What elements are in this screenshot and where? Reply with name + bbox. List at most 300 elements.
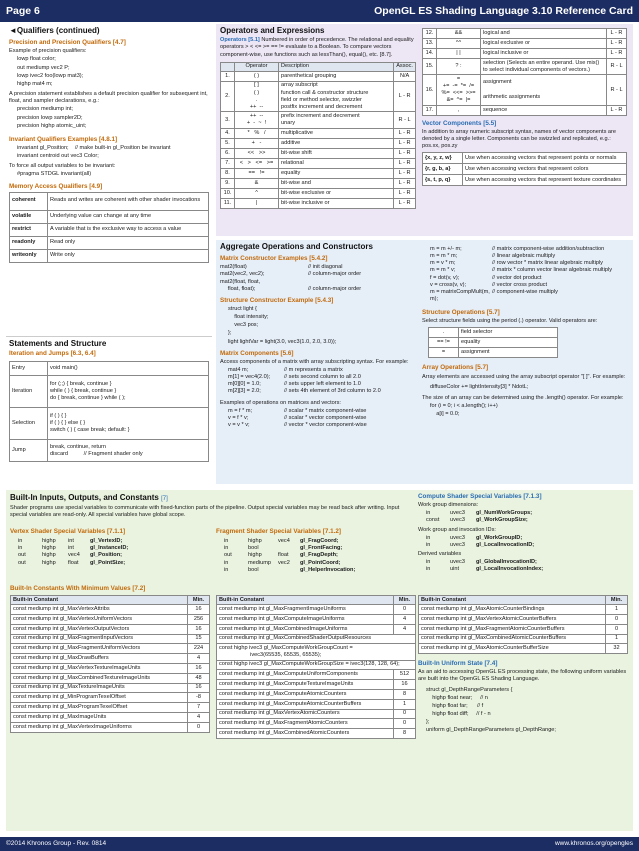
- uniform-state-heading: Built-In Uniform State [7.4]: [418, 660, 498, 668]
- table-cell: | |: [437, 49, 481, 59]
- table-cell: const mediump int gl_MaxFragmentInputVectors: [11, 634, 188, 644]
- uniform-state-code: [418, 687, 628, 735]
- aggregate-right-column: [422, 246, 627, 419]
- matrix-vector-ops: [422, 246, 627, 303]
- table-cell: R - L: [607, 75, 627, 106]
- table-cell: const mediump int gl_MaxFragmentAtomicCounterBuffers: [419, 624, 606, 634]
- table-header: Min.: [606, 596, 628, 605]
- table-cell: L - R: [607, 29, 627, 39]
- table-cell: 3.: [221, 112, 235, 128]
- variable-declaration: [216, 560, 416, 567]
- array-length-example: [422, 403, 627, 418]
- declaration-part: in: [18, 538, 23, 545]
- compute-derived-label: Derived variables: [418, 550, 462, 557]
- declaration-part: in: [426, 566, 431, 573]
- code-line: mat4 m;: [228, 366, 249, 373]
- table-row: [217, 670, 416, 680]
- table-cell: L - R: [394, 158, 416, 168]
- memory-qualifier-table: [9, 192, 209, 263]
- table-cell: const mediump int gl_MaxVertexImageUniforms: [11, 722, 188, 732]
- code-comment: // scalar * vector component-wise: [284, 414, 367, 421]
- table-cell: assignment: [459, 348, 558, 358]
- table-cell: L - R: [607, 49, 627, 59]
- code-comment: // vector * vector component-wise: [284, 422, 367, 429]
- code-line: mat2(float): [220, 264, 247, 271]
- table-header: Built-in Constant: [217, 596, 394, 605]
- table-cell: Read only: [48, 236, 209, 249]
- table-cell: const mediump int gl_MaxProgramTexelOffset: [11, 703, 188, 713]
- table-cell: 15.: [423, 59, 437, 75]
- declaration-part: gl_InstanceID;: [90, 545, 129, 552]
- declaration-part: out: [18, 552, 26, 559]
- code-comment: // vector dot product: [492, 274, 542, 281]
- fragment-variables-heading: Fragment Shader Special Variables [7.1.2]: [216, 528, 341, 535]
- constants-table-3: [418, 595, 628, 654]
- table-cell: const mediump int gl_MaxCombinedAtomicCounters: [217, 729, 394, 739]
- footer-copyright: ©2014 Khronos Group - Rev. 0814: [6, 840, 107, 847]
- declaration-part: vec4: [68, 552, 80, 559]
- table-cell: 10.: [221, 188, 235, 198]
- table-row: [10, 249, 209, 262]
- table-cell: ++ -- + - ~ !: [235, 112, 279, 128]
- table-header: Description: [279, 62, 394, 71]
- table-cell: Reads and writes are coherent with other shader invocations: [48, 192, 209, 210]
- table-cell: Write only: [48, 249, 209, 262]
- table-cell: N/A: [394, 71, 416, 81]
- declaration-part: gl_GlobalInvocationID;: [476, 559, 537, 566]
- table-row: [217, 634, 416, 644]
- table-cell: prefix increment and decrement unary: [279, 112, 394, 128]
- table-cell: multiplicative: [279, 128, 394, 138]
- variable-declaration: [10, 545, 210, 552]
- table-cell: const mediump int gl_MaxTextureImageUnits: [11, 683, 188, 693]
- table-row: [423, 75, 627, 106]
- code-comment: // linear algebraic multiply: [492, 253, 556, 260]
- structure-constructor-heading: Structure Constructor Example [5.4.3]: [220, 296, 334, 304]
- table-cell: logical exclusive or: [481, 39, 607, 49]
- compute-variables-heading: Compute Shader Special Variables [7.1.3]: [418, 493, 542, 500]
- table-row: [10, 223, 209, 236]
- variable-declaration: [418, 559, 628, 566]
- table-row: [11, 624, 210, 634]
- table-cell: 16: [188, 683, 210, 693]
- declaration-part: bool: [248, 545, 259, 552]
- table-cell: 6.: [221, 148, 235, 158]
- declaration-part: highp: [248, 538, 262, 545]
- constants-column-1: [10, 595, 210, 733]
- matrix-ops-examples: [220, 408, 416, 429]
- declaration-part: uvec3: [450, 534, 465, 541]
- table-cell: 12.: [423, 29, 437, 39]
- vector-components-table: [422, 152, 627, 186]
- table-cell: Use when accessing vectors that represent points or normals: [463, 153, 627, 164]
- statements-panel: [6, 336, 212, 484]
- table-cell: < > <= >=: [235, 158, 279, 168]
- table-row: [221, 128, 416, 138]
- table-row: [217, 719, 416, 729]
- code-line: uniform gl_DepthRangeParameters gl_DepthRange;: [426, 727, 556, 734]
- code-line: float intensity;: [228, 314, 269, 321]
- variable-declaration: [10, 560, 210, 567]
- builtin-intro-text: Shader programs use special variables to communicate with fixed-function parts of the pipeline. Output special variables may be read back after writing. Input special variables are read-only. All special variables have global scope.: [10, 504, 400, 518]
- variable-declaration: [216, 567, 416, 574]
- table-cell: 17.: [423, 105, 437, 115]
- table-row: [217, 690, 416, 700]
- invariant-pragma: #pragma STDGL invariant(all): [17, 171, 92, 178]
- table-row: [10, 210, 209, 223]
- table-cell: Iteration: [10, 376, 48, 408]
- compute-group-dimensions-label: Work group dimensions:: [418, 502, 479, 509]
- table-cell: 0: [188, 722, 210, 732]
- statements-table: [9, 361, 209, 462]
- table-cell: 2.: [221, 81, 235, 112]
- table-cell: << >>: [235, 148, 279, 158]
- code-comment: // sets upper left element to 1.0: [284, 381, 361, 388]
- table-cell: 7.: [221, 158, 235, 168]
- declaration-part: vec2: [278, 559, 290, 566]
- table-cell: == !=: [235, 168, 279, 178]
- operators-left-column: [220, 26, 416, 209]
- table-header: Built-in Constant: [11, 596, 188, 605]
- table-cell: 4: [188, 712, 210, 722]
- declaration-part: highp: [42, 559, 56, 566]
- table-cell: array subscript function call & constructor structure field or method selector, swizzler postfix increment and decrement: [279, 81, 394, 112]
- table-row: [217, 660, 416, 670]
- aggregate-left-column: [220, 242, 416, 429]
- qualifiers-panel: [6, 24, 212, 332]
- table-cell: {r, g, b, a}: [425, 165, 451, 172]
- code-line: struct gl_DepthRangeParameters {: [426, 686, 513, 693]
- operators-table: [220, 62, 416, 209]
- table-row: [419, 614, 628, 624]
- table-cell: .: [429, 328, 459, 338]
- variable-declaration: [216, 552, 416, 559]
- table-row: [221, 138, 416, 148]
- precision-examples: [9, 56, 209, 88]
- table-cell: coherent: [12, 197, 36, 204]
- declaration-part: in: [224, 566, 229, 573]
- array-length-text: The size of an array can be determined using the .length() operator. For example:: [422, 394, 624, 401]
- code-line: m = m +/- m;: [430, 246, 462, 252]
- table-cell: const mediump int gl_MaxFragmentImageUniforms: [217, 605, 394, 615]
- table-row: [221, 178, 416, 188]
- table-cell: const mediump int gl_MaxCombinedTextureImageUnits: [11, 673, 188, 683]
- table-cell: const highp ivec3 gl_MaxComputeWorkGroupSize = ivec3(128, 128, 64);: [217, 660, 416, 670]
- aggregate-title: Aggregate Operations and Constructors: [220, 242, 373, 251]
- vector-components-text: In addition to array numeric subscript syntax, names of vector components are denoted by a single letter. Components can be swizzled and replicated, e.g.: pos.xx, pos.zy: [422, 128, 617, 150]
- array-operations-heading: Array Operations [5.7]: [422, 364, 489, 372]
- table-cell: 11.: [221, 198, 235, 208]
- table-cell: bit-wise and: [279, 178, 394, 188]
- table-row: [11, 683, 210, 693]
- precision-intro: Example of precision qualifiers:: [9, 48, 87, 55]
- table-cell: const mediump int gl_MinProgramTexelOffset: [11, 693, 188, 703]
- page-number: Page 6: [6, 5, 40, 17]
- table-cell: 8: [394, 690, 416, 700]
- table-cell: ^: [235, 188, 279, 198]
- table-cell: const mediump int gl_MaxComputeUniformComponents: [217, 670, 394, 680]
- declaration-part: uvec3: [450, 541, 465, 548]
- code-line: v = cross(v, v);: [430, 281, 467, 288]
- constants-column-2: [216, 595, 416, 739]
- table-header: [221, 62, 235, 71]
- table-cell: const mediump int gl_MaxFragmentAtomicCounters: [217, 719, 394, 729]
- code-line: v = f * v;: [228, 414, 249, 421]
- declaration-part: gl_WorkGroupID;: [476, 534, 523, 541]
- table-cell: const mediump int gl_MaxCombinedShaderOutputResources: [217, 634, 416, 644]
- table-row: [11, 663, 210, 673]
- declaration-part: uint: [450, 566, 460, 573]
- code-line: lowp float color;: [17, 56, 56, 63]
- table-cell: relational: [279, 158, 394, 168]
- variable-declaration: [418, 510, 628, 517]
- matrix-constructor-examples: [220, 264, 416, 293]
- declaration-part: in: [18, 545, 23, 552]
- variable-declaration: [418, 542, 628, 549]
- code-comment: // row vector * matrix linear algebraic multiply: [492, 260, 603, 267]
- fragment-variables: [216, 528, 416, 574]
- matrix-components-text: Access components of a matrix with array subscripting syntax. For example:: [220, 358, 409, 365]
- table-cell: |: [235, 198, 279, 208]
- table-row: [423, 164, 627, 175]
- table-cell: sequence: [481, 105, 607, 115]
- table-cell: Use when accessing vectors that represent colors: [463, 164, 627, 175]
- table-row: [11, 614, 210, 624]
- code-line: a[i] = 0.0;: [430, 411, 460, 418]
- declaration-part: highp: [42, 545, 56, 552]
- header-bar: [0, 0, 639, 22]
- table-row: [10, 236, 209, 249]
- iteration-heading: Iteration and Jumps [6.3, 6.4]: [9, 350, 96, 358]
- table-cell: parenthetical grouping: [279, 71, 394, 81]
- table-row: [221, 168, 416, 178]
- table-cell: readonly: [12, 238, 36, 245]
- table-cell: bit-wise exclusive or: [279, 188, 394, 198]
- array-operations-example: diffuseColor += lightIntensity[3] * NdotL;: [430, 383, 529, 390]
- table-row: [10, 440, 209, 462]
- code-comment: // sets second column to all 2.0: [284, 374, 361, 381]
- variable-declaration: [216, 538, 416, 545]
- matrix-components-heading: Matrix Components [5.6]: [220, 349, 294, 357]
- declaration-part: in: [426, 510, 431, 517]
- declaration-part: gl_HelperInvocation;: [300, 566, 356, 573]
- declaration-part: mediump: [248, 559, 272, 566]
- table-cell: &&: [437, 29, 481, 39]
- table-cell: 0: [606, 624, 628, 634]
- code-line: highp mat4 m;: [17, 80, 53, 87]
- table-cell: const mediump int gl_MaxComputeAtomicCounters: [217, 690, 394, 700]
- table-cell: 0: [394, 605, 416, 615]
- table-header-row: [217, 596, 416, 605]
- code-comment: // scalar * matrix component-wise: [284, 407, 367, 414]
- code-line: precision highp atomic_uint;: [17, 122, 87, 129]
- table-cell: for (;;) { break, continue } while ( ) { break, continue } do { break, continue } while ( );: [48, 376, 209, 408]
- table-cell: [ ] ( ) . ++ --: [235, 81, 279, 112]
- table-header: Operator: [235, 62, 279, 71]
- declaration-part: in: [224, 559, 229, 566]
- table-cell: 32: [606, 644, 628, 654]
- table-cell: 5.: [221, 138, 235, 148]
- table-header: Min.: [188, 596, 210, 605]
- declaration-part: gl_FragDepth;: [300, 552, 338, 559]
- table-row: [217, 699, 416, 709]
- table-cell: equality: [279, 168, 394, 178]
- table-row: [423, 29, 627, 39]
- invariant-examples: [9, 145, 209, 160]
- table-cell: 256: [188, 614, 210, 624]
- code-line: };: [426, 719, 430, 726]
- table-row: [221, 112, 416, 128]
- table-cell: + -: [235, 138, 279, 148]
- table-cell: * % /: [235, 128, 279, 138]
- code-line: highp float near; // n: [426, 694, 488, 701]
- table-cell: R - L: [607, 59, 627, 75]
- table-cell: 1.: [221, 71, 235, 81]
- code-line: m[1] = vec4(2.0);: [228, 374, 271, 381]
- table-cell: Entry: [10, 362, 48, 376]
- vector-components-heading: Vector Components [5.5]: [422, 119, 497, 127]
- code-line: struct light {: [228, 305, 257, 312]
- code-line: for (i = 0; i < a.length(); i++): [430, 402, 498, 409]
- code-line: m = matrixCompMult(m, m);: [430, 288, 490, 303]
- compute-variables: [418, 493, 628, 573]
- table-cell: 0: [394, 719, 416, 729]
- table-cell: A variable that is the exclusive way to access a value: [48, 223, 209, 236]
- declaration-part: gl_PointSize;: [90, 559, 126, 566]
- table-cell: void main(): [48, 362, 209, 376]
- table-row: [217, 644, 416, 660]
- table-cell: field selector: [459, 328, 558, 338]
- table-cell: 4: [394, 624, 416, 634]
- table-cell: 8: [394, 729, 416, 739]
- declaration-part: [278, 545, 300, 552]
- matrix-components-examples: [220, 367, 416, 396]
- table-row: [423, 49, 627, 59]
- builtin-title: Built-In Inputs, Outputs, and Constants: [10, 493, 159, 502]
- table-cell: additive: [279, 138, 394, 148]
- table-row: [11, 605, 210, 615]
- table-row: [221, 81, 416, 112]
- table-header-row: [221, 62, 416, 71]
- table-cell: L - R: [394, 188, 416, 198]
- code-line: out mediump vec2 P;: [17, 64, 70, 71]
- table-cell: &: [235, 178, 279, 188]
- code-line: highp float diff; // f - n: [426, 710, 491, 717]
- table-cell: = += -= *= /= %= <<= >>= &= ^= |=: [437, 75, 481, 106]
- declaration-part: out: [224, 552, 232, 559]
- table-cell: const mediump int gl_MaxCombinedAtomicCounterBuffers: [419, 634, 606, 644]
- table-row: [419, 605, 628, 615]
- table-cell: 14.: [423, 49, 437, 59]
- table-row: [11, 634, 210, 644]
- declaration-part: uvec3: [450, 559, 465, 566]
- declaration-part: const: [426, 517, 440, 524]
- precision-heading: Precision and Precision Qualifiers [4.7]: [9, 39, 126, 47]
- table-cell: -8: [188, 693, 210, 703]
- code-comment: // matrix * column vector linear algebraic multiply: [492, 267, 612, 274]
- code-line: mat2(vec2, vec2);: [220, 271, 265, 278]
- declaration-part: int: [68, 545, 74, 552]
- table-row: [221, 188, 416, 198]
- table-cell: volatile: [12, 212, 32, 219]
- table-cell: const mediump int gl_MaxAtomicCounterBufferSize: [419, 644, 606, 654]
- declaration-part: gl_WorkGroupSize;: [476, 517, 528, 524]
- declaration-part: vec4: [278, 538, 290, 545]
- table-row: [11, 722, 210, 732]
- code-line: vec3 pos;: [228, 322, 259, 329]
- statements-title: Statements and Structure: [9, 339, 107, 348]
- code-line: precision lowp sampler2D;: [17, 114, 83, 121]
- structure-operations-table: [428, 327, 558, 358]
- uniform-state-text: As an aid to accessing OpenGL ES processing state, the following uniform variables are built into the OpenGL ES Shading Language.: [418, 669, 627, 683]
- table-cell: 48: [188, 673, 210, 683]
- table-cell: 0: [394, 709, 416, 719]
- code-line: m[0][0] = 1.0;: [228, 381, 261, 388]
- table-header: Built-in Constant: [419, 596, 606, 605]
- table-cell: {x, y, z, w}: [425, 154, 452, 161]
- table-cell: 9.: [221, 178, 235, 188]
- table-cell: 1: [606, 634, 628, 644]
- table-cell: L - R: [394, 81, 416, 112]
- operators-note: Numbered in order of precedence. The relational and equality operators > < <= >= == != evaluate to a Boolean. To compare vectors component-wise, use functions such as lessThan(), equal(), etc. [8.7].: [220, 37, 414, 58]
- table-cell: ? :: [437, 59, 481, 75]
- code-line: lowp ivec2 foo(lowp mat3);: [17, 72, 84, 79]
- table-cell: 16: [188, 663, 210, 673]
- table-header: Assoc.: [394, 62, 416, 71]
- matrix-constructor-heading: Matrix Constructor Examples [5.4.2]: [220, 255, 328, 263]
- table-cell: L - R: [394, 138, 416, 148]
- code-line: m = f * m;: [228, 407, 253, 414]
- code-line: };: [228, 330, 232, 337]
- table-row: [419, 624, 628, 634]
- table-cell: const mediump int gl_MaxVertexAtomicCounters: [217, 709, 394, 719]
- table-cell: const mediump int gl_MaxDrawBuffers: [11, 654, 188, 664]
- variable-declaration: [216, 545, 416, 552]
- table-cell: 4: [188, 654, 210, 664]
- table-cell: break, continue, return discard // Fragment shader only: [48, 440, 209, 462]
- builtin-intro: [10, 493, 410, 520]
- footer-bar: [0, 837, 639, 851]
- code-comment: // sets 4th element of 3rd column to 2.0: [284, 388, 381, 395]
- variable-declaration: [10, 538, 210, 545]
- table-cell: L - R: [607, 105, 627, 115]
- table-row: [217, 709, 416, 719]
- declaration-part: gl_PointCoord;: [300, 559, 341, 566]
- compute-ids-label: Work group and invocation IDs:: [418, 526, 496, 533]
- code-line: precision mediump int;: [17, 106, 73, 113]
- declaration-part: in: [426, 534, 431, 541]
- table-cell: ,: [437, 105, 481, 115]
- page-title: OpenGL ES Shading Language 3.10 Reference Card: [374, 5, 633, 17]
- declaration-part: gl_FrontFacing;: [300, 545, 343, 552]
- code-comment: // component-wise multiply: [492, 288, 558, 295]
- table-cell: 16: [188, 605, 210, 615]
- table-row: [217, 624, 416, 634]
- declaration-part: highp: [42, 538, 56, 545]
- code-line: light lightVar = light(3.0, vec3(1.0, 2.0, 3.0));: [228, 338, 337, 345]
- table-cell: L - R: [394, 148, 416, 158]
- structure-operations-heading: Structure Operations [5.7]: [422, 309, 500, 317]
- vertex-variables: [10, 528, 210, 567]
- declaration-part: highp: [42, 552, 56, 559]
- table-cell: 4: [394, 614, 416, 624]
- operators-title: Operators and Expressions: [220, 26, 325, 35]
- variable-declaration: [418, 535, 628, 542]
- operators-subheading: Operators [5.1]: [220, 37, 260, 44]
- table-cell: ( ): [235, 71, 279, 81]
- table-cell: const mediump int gl_MaxAtomicCounterBindings: [419, 605, 606, 615]
- table-row: [11, 673, 210, 683]
